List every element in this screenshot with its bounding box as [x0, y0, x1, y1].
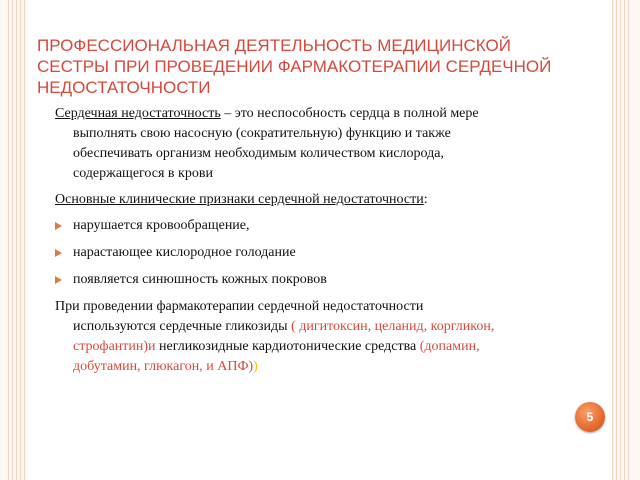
signs-heading: Основные клинические признаки сердечной недостаточности — [55, 192, 424, 207]
slide-title: ПРОФЕССИОНАЛЬНАЯ ДЕЯТЕЛЬНОСТЬ МЕДИЦИНСКОЙ СЕСТРЫ ПРИ ПРОВЕДЕНИИ ФАРМАКОТЕРАПИИ СЕРДЕЧНОЙ НЕДОСТАТОЧНОСТИ — [37, 36, 552, 97]
page-number-badge: 5 — [575, 402, 605, 432]
left-decorative-stripe — [8, 0, 28, 480]
signs-heading-paragraph — [55, 190, 505, 210]
sign-text: нарастающее кислородное голодание — [73, 245, 296, 260]
definition-term: Сердечная недостаточность — [55, 106, 221, 121]
signs-list — [55, 216, 505, 290]
sign-text: нарушается кровообращение, — [73, 218, 250, 233]
right-decorative-stripe — [612, 0, 632, 480]
triangle-bullet-icon — [55, 249, 62, 257]
therapy-text-1: При проведении фармакотерапии сердечной недостаточности используются сердечные гликозиды — [55, 299, 424, 334]
therapy-text-2: негликозидные кардиотонические средства — [155, 339, 420, 354]
therapy-paragraph — [55, 297, 505, 377]
triangle-bullet-icon — [55, 276, 62, 284]
slide-body — [55, 104, 505, 383]
inotropes-list: (допамин, добутамин, глюкагон, и АПФ) — [73, 339, 480, 374]
definition-text: – это неспособность сердца в полной мере выполнять свою насосную (сократительную) функцию и также обеспечивать организм необходимым количеством кислорода, содержащегося в крови — [73, 106, 479, 181]
list-item — [55, 216, 505, 236]
closing-parenthesis: ) — [253, 359, 258, 374]
sign-text: появляется синюшность кожных покровов — [73, 272, 327, 287]
glycosides-list: ( дигитоксин, целанид, коргликон, строфантин)и — [73, 319, 495, 354]
list-item — [55, 243, 505, 263]
list-item — [55, 270, 505, 290]
triangle-bullet-icon — [55, 222, 62, 230]
definition-paragraph — [55, 104, 505, 184]
signs-heading-colon: : — [423, 192, 428, 207]
